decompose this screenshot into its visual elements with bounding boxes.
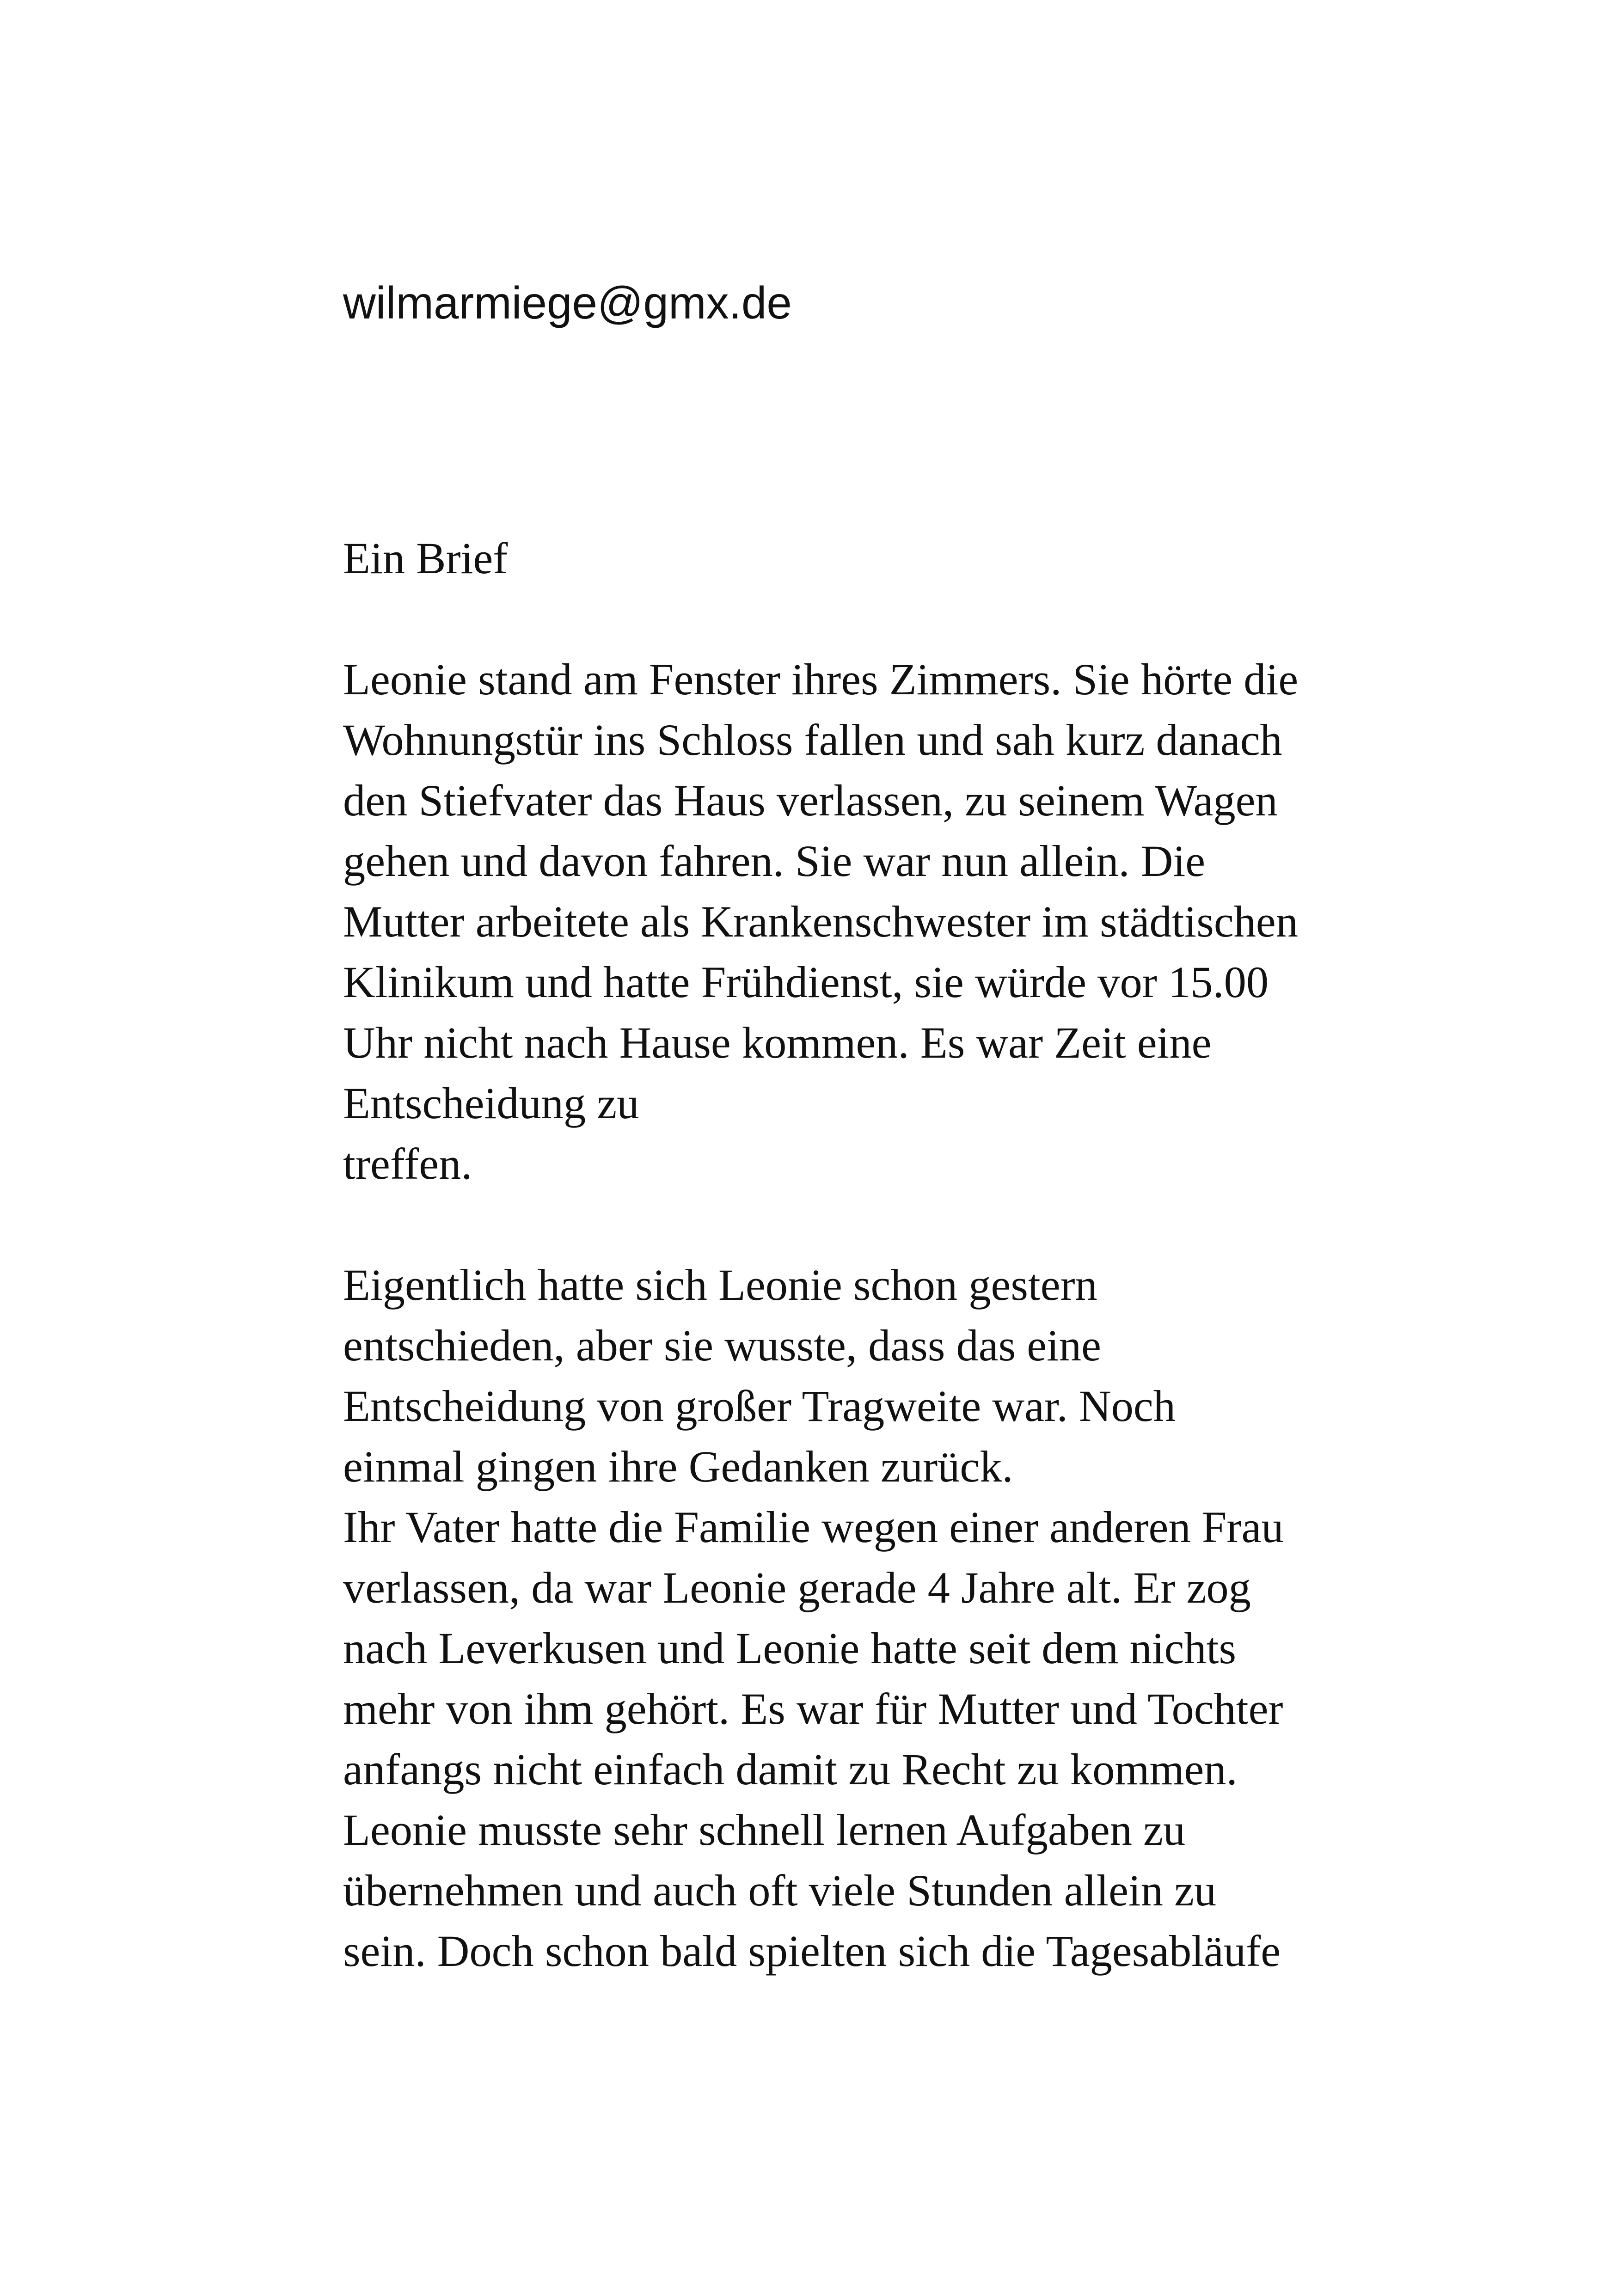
- document-title: Ein Brief: [343, 533, 508, 583]
- text-line: Leonie musste sehr schnell lernen Aufgaben zu: [343, 1805, 1186, 1855]
- text-line: Wohnungstür ins Schloss fallen und sah kurz danach: [343, 715, 1282, 765]
- text-line: Mutter arbeitete als Krankenschwester im städtischen: [343, 897, 1298, 946]
- author-email: wilmarmiege@gmx.de: [343, 277, 792, 328]
- text-line: gehen und davon fahren. Sie war nun allein. Die: [343, 836, 1206, 886]
- text-line: Eigentlich hatte sich Leonie schon gestern: [343, 1260, 1097, 1310]
- text-line: Uhr nicht nach Hause kommen. Es war Zeit eine: [343, 1018, 1212, 1067]
- text-line: sein. Doch schon bald spielten sich die Tagesabläufe: [343, 1926, 1281, 1976]
- text-line: verlassen, da war Leonie gerade 4 Jahre alt. Er zog: [343, 1563, 1251, 1612]
- text-line: einmal gingen ihre Gedanken zurück.: [343, 1442, 1013, 1491]
- spacer: [343, 588, 1351, 649]
- paragraph-2: [343, 1255, 1351, 1981]
- text-line: entschieden, aber sie wusste, dass das eine: [343, 1321, 1101, 1370]
- document-body: [343, 528, 1351, 1981]
- paragraph-1: [343, 649, 1351, 1194]
- text-line: den Stiefvater das Haus verlassen, zu seinem Wagen: [343, 776, 1278, 825]
- text-line: treffen.: [343, 1139, 472, 1188]
- text-line: Entscheidung von großer Tragweite war. Noch: [343, 1381, 1176, 1431]
- text-line: nach Leverkusen und Leonie hatte seit dem nichts: [343, 1623, 1237, 1673]
- text-line: Leonie stand am Fenster ihres Zimmers. Sie hörte die: [343, 655, 1299, 704]
- spacer: [343, 1194, 1351, 1255]
- text-line: Ihr Vater hatte die Familie wegen einer anderen Frau: [343, 1502, 1284, 1552]
- text-line: übernehmen und auch oft viele Stunden allein zu: [343, 1866, 1217, 1915]
- text-line: mehr von ihm gehört. Es war für Mutter und Tochter: [343, 1684, 1283, 1733]
- text-line: Klinikum und hatte Frühdienst, sie würde vor 15.00: [343, 957, 1269, 1007]
- text-line: anfangs nicht einfach damit zu Recht zu kommen.: [343, 1745, 1238, 1794]
- text-line: Entscheidung zu: [343, 1078, 639, 1128]
